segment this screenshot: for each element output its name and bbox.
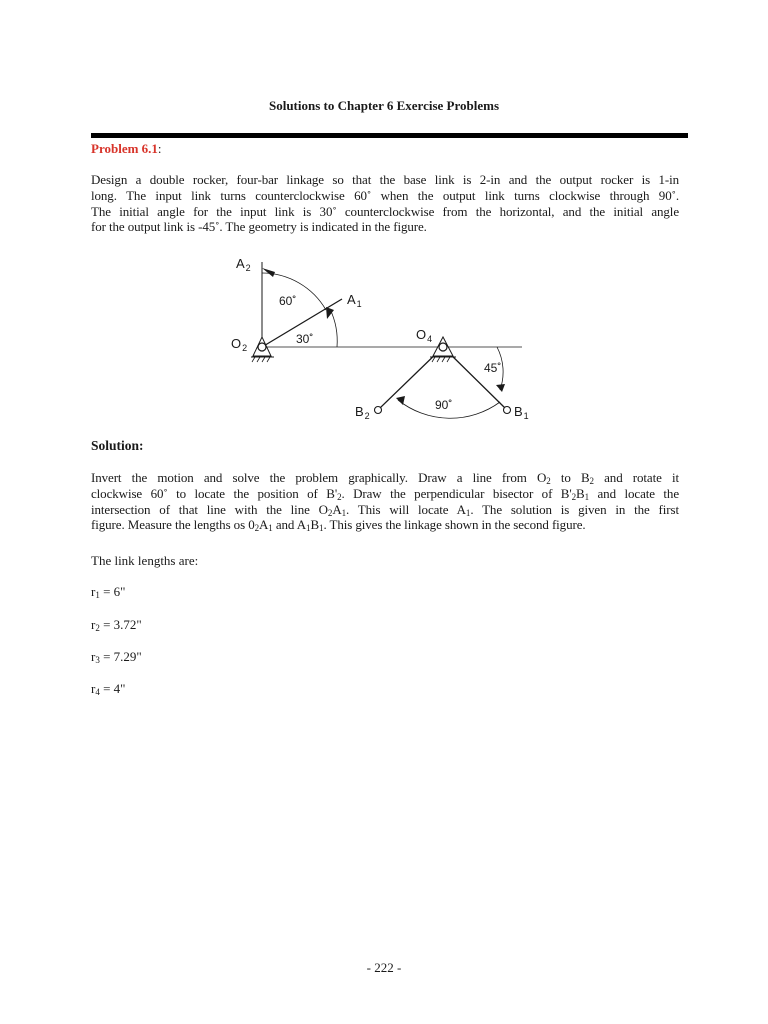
problem-statement (91, 172, 679, 235)
label-o2: $O_2$ (231, 336, 248, 353)
label-a1: $A_1$ (347, 292, 362, 309)
page-number: - 222 - (366, 960, 402, 975)
solution-line: clockwise 60˚ to locate the position of $B'_2$. Draw the perpendicular bisector of $B'_2B_1$ and locate the (91, 485, 679, 502)
link-length-r2: $r_2 = 3.72$" (91, 617, 142, 633)
problem-label-colon: : (157, 141, 162, 156)
arc-30 (330, 309, 337, 347)
arrow-90-head (396, 396, 405, 405)
problem-line: The initial angle for the input link is 30˚ counterclockwise from the horizontal, and the initial angle (91, 203, 679, 219)
title-rule (91, 133, 688, 138)
link-length-r1: $r_1 = 6$" (91, 584, 126, 600)
link-lengths-intro: The link lengths are: (91, 553, 199, 568)
problem-label: Problem 6.1 (91, 141, 158, 156)
solution-line: intersection of that line with the line $O_2A_1$. This will locate $A_1$. The solution is given in the first (91, 501, 679, 518)
arrow-45-head (496, 384, 505, 392)
ground-pivot-o4 (430, 337, 456, 362)
label-angle-90: 90˚ (435, 398, 453, 412)
ground-pivot-o2 (251, 337, 274, 362)
arrow-30-head (326, 307, 334, 319)
label-b2: $B_2$ (355, 404, 370, 421)
label-angle-60: 60˚ (279, 294, 297, 308)
label-o4: $O_4$ (416, 327, 433, 344)
arrow-60-head (262, 268, 275, 277)
page-title: Solutions to Chapter 6 Exercise Problems (268, 98, 500, 113)
link-length-r3: $r_3 = 7.29$" (91, 649, 142, 665)
linkage-figure (224, 250, 534, 425)
label-angle-30: 30˚ (296, 332, 314, 346)
problem-heading (91, 141, 162, 157)
solution-heading: Solution: (91, 438, 144, 453)
solution-line: figure. Measure the lengths os $0_2A_1$ and $A_1B_1$. This gives the linkage shown in the second figure. (91, 517, 586, 534)
problem-line: for the output link is -45˚. The geometry is indicated in the figure. (91, 219, 427, 235)
problem-line: Design a double rocker, four-bar linkage so that the base link is 2-in and the output rocker is 1-in (91, 172, 679, 187)
joint-b1 (504, 407, 511, 414)
label-b1: $B_1$ (514, 404, 529, 421)
label-a2: $A_2$ (236, 256, 251, 273)
link-length-r4: $r_4 = 4$" (91, 681, 126, 697)
solution-line: Invert the motion and solve the problem graphically. Draw a line from $O_2$ to $B_2$ and rotate it (91, 470, 679, 486)
joint-b2 (375, 407, 382, 414)
label-angle-45: 45˚ (484, 361, 502, 375)
problem-line: long. The input link turns counterclockwise 60˚ when the output link turns clockwise through 90˚. (91, 187, 679, 203)
solution-text (91, 470, 679, 533)
